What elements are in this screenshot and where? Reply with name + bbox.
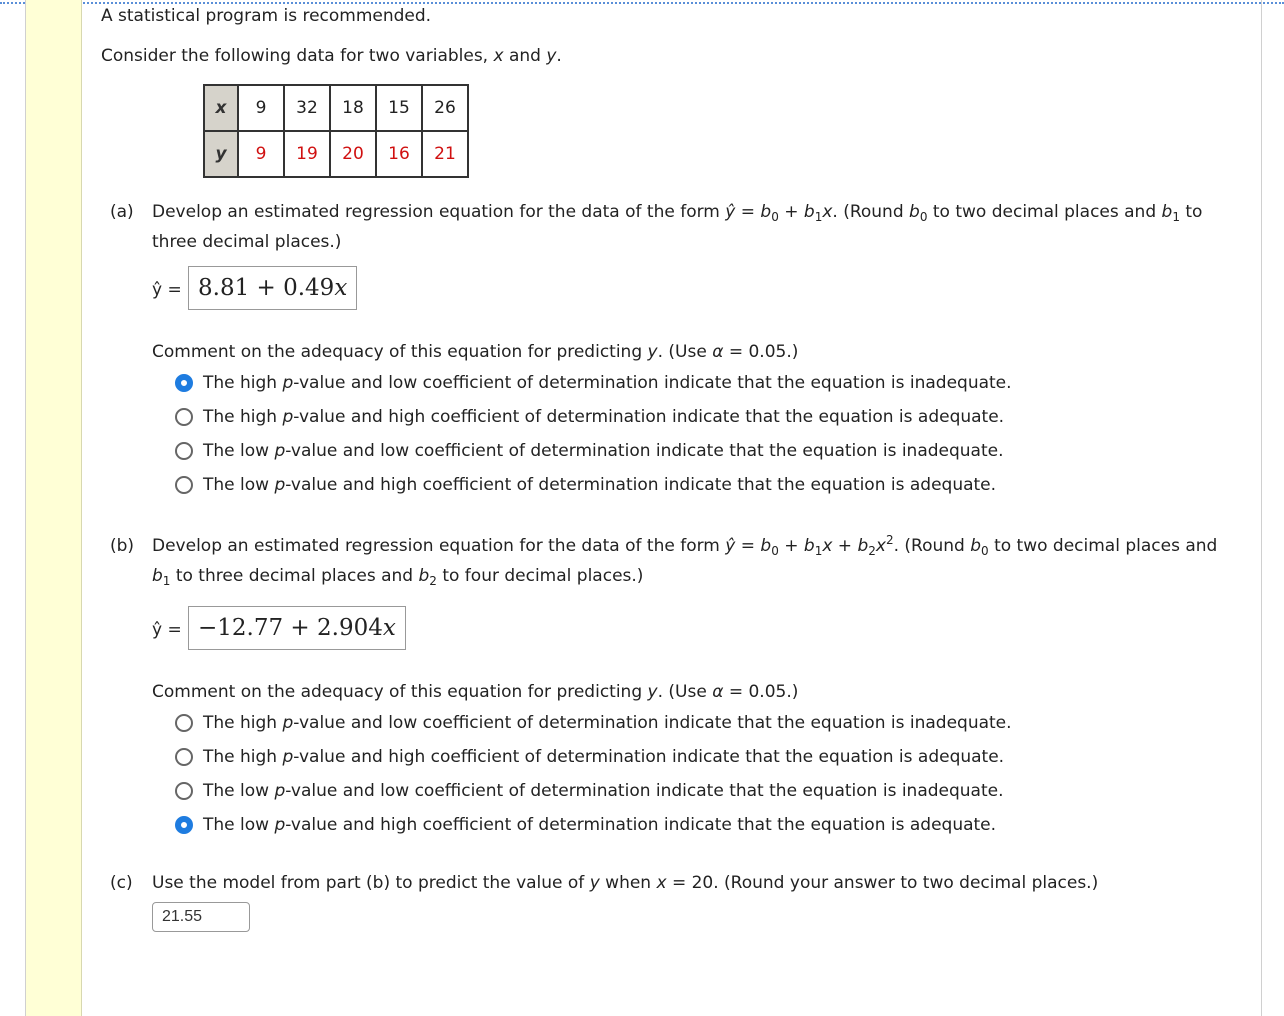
part-b-option-3-radio[interactable] — [175, 782, 193, 800]
table-header-y: y — [204, 131, 238, 177]
table-cell: 20 — [330, 131, 376, 177]
part-b-option-4-radio[interactable] — [175, 816, 193, 834]
data-intro: Consider the following data for two variables, x and y. — [101, 46, 562, 66]
part-a-option-1-radio[interactable] — [175, 374, 193, 392]
part-b-option-4[interactable]: The low p-value and high coefficient of determination indicate that the equation is adequate. — [203, 815, 997, 835]
part-b-option-1-radio[interactable] — [175, 714, 193, 732]
part-a-comment-prompt: Comment on the adequacy of this equation for predicting y. (Use α = 0.05.) — [152, 342, 799, 362]
part-b-comment-prompt: Comment on the adequacy of this equation for predicting y. (Use α = 0.05.) — [152, 682, 799, 702]
part-b-option-2-radio[interactable] — [175, 748, 193, 766]
table-cell: 16 — [376, 131, 422, 177]
table-cell: 9 — [238, 85, 284, 131]
table-cell: 9 — [238, 131, 284, 177]
program-note: A statistical program is recommended. — [101, 6, 432, 26]
part-a-option-4-radio[interactable] — [175, 476, 193, 494]
part-b-question-line2: $b_1$ to three decimal places and $b_2$ to four decimal places.) — [152, 566, 644, 588]
data-table — [203, 84, 469, 178]
part-b-question: Develop an estimated regression equation for the data of the form ŷ = $b_0 + b_1x + b_2x^2$. (Round $b_0$ to two decimal places and — [152, 533, 1218, 558]
table-row-y — [204, 131, 468, 177]
part-a-option-4[interactable]: The low p-value and high coefficient of determination indicate that the equation is adequate. — [203, 475, 997, 495]
part-b-option-3[interactable]: The low p-value and low coefficient of determination indicate that the equation is inadequate. — [203, 781, 1004, 801]
table-cell: 18 — [330, 85, 376, 131]
question-margin-bar — [26, 0, 82, 1016]
part-a-label: (a) — [110, 202, 134, 222]
part-b-option-2[interactable]: The high p-value and high coefficient of determination indicate that the equation is adequate. — [203, 747, 1005, 767]
part-c-answer-input[interactable]: 21.55 — [152, 902, 250, 932]
part-a-yhat-label: ŷ = — [152, 280, 182, 300]
top-dotted-border — [0, 2, 1284, 4]
part-c-label: (c) — [110, 873, 133, 893]
part-c-question: Use the model from part (b) to predict the value of y when x = 20. (Round your answer to two decimal places.) — [152, 873, 1099, 893]
part-a-option-3-radio[interactable] — [175, 442, 193, 460]
part-a-question-line2: three decimal places.) — [152, 232, 342, 252]
table-cell: 26 — [422, 85, 468, 131]
part-b-yhat-label: ŷ = — [152, 620, 182, 640]
part-a-option-1[interactable]: The high p-value and low coefficient of determination indicate that the equation is inadequate. — [203, 373, 1012, 393]
table-header-x: x — [204, 85, 238, 131]
part-b-label: (b) — [110, 536, 135, 556]
part-a-answer-box[interactable]: 8.81 + 0.49x — [188, 266, 357, 310]
part-a-option-2[interactable]: The high p-value and high coefficient of determination indicate that the equation is adequate. — [203, 407, 1005, 427]
part-b-option-1[interactable]: The high p-value and low coefficient of determination indicate that the equation is inadequate. — [203, 713, 1012, 733]
table-row-x — [204, 85, 468, 131]
table-cell: 15 — [376, 85, 422, 131]
part-a-option-3[interactable]: The low p-value and low coefficient of determination indicate that the equation is inadequate. — [203, 441, 1004, 461]
table-cell: 32 — [284, 85, 330, 131]
part-a-option-2-radio[interactable] — [175, 408, 193, 426]
table-cell: 21 — [422, 131, 468, 177]
part-a-question: Develop an estimated regression equation for the data of the form ŷ = $b_0 + b_1x$. (Round $b_0$ to two decimal places and $b_1$ to — [152, 202, 1203, 224]
table-cell: 19 — [284, 131, 330, 177]
part-b-answer-box[interactable]: −12.77 + 2.904x — [188, 606, 406, 650]
frame-right-border — [1261, 0, 1262, 1016]
